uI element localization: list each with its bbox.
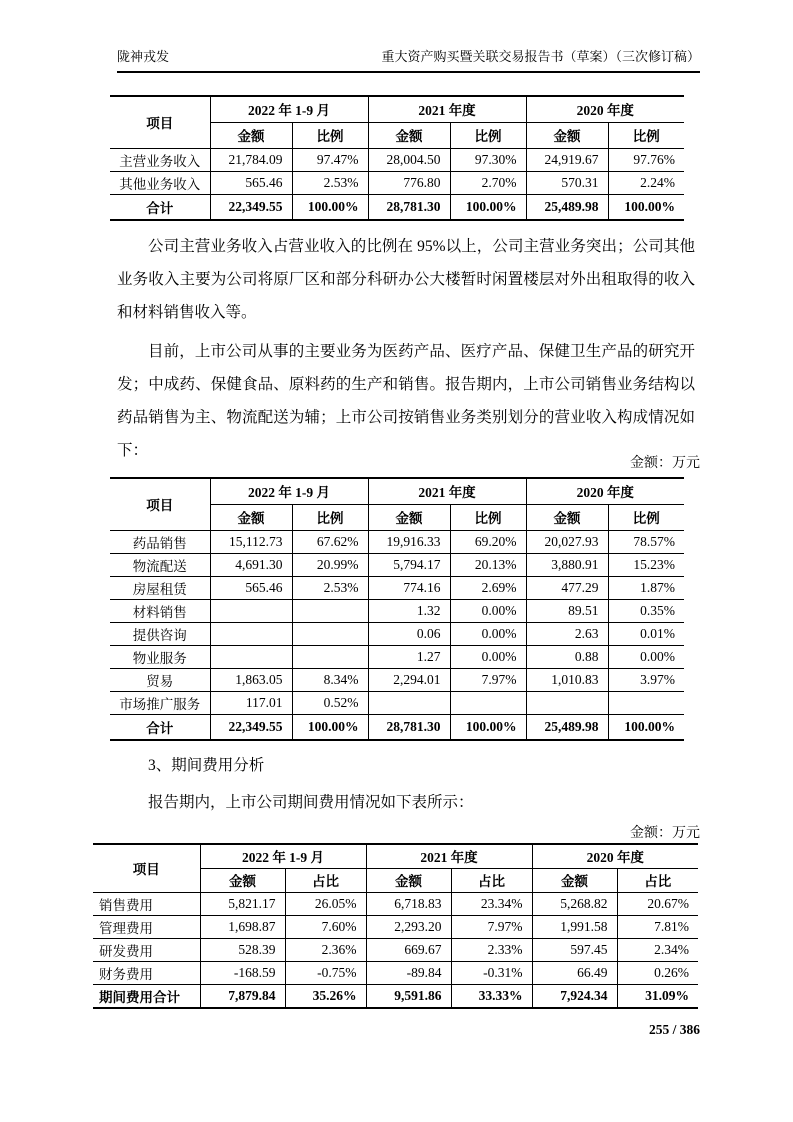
- cell-value: 9,591.86: [366, 984, 451, 1008]
- cell-value: 2.53%: [292, 576, 368, 599]
- cell-value: [210, 599, 292, 622]
- cell-value: 22,349.55: [210, 194, 292, 220]
- row-label: 合计: [110, 194, 210, 220]
- table-row: [110, 691, 684, 714]
- cell-value: 100.00%: [608, 714, 684, 740]
- cell-value: 66.49: [532, 961, 617, 984]
- table-row: [93, 961, 698, 984]
- cell-value: 100.00%: [292, 194, 368, 220]
- column-header-period: 2021 年度: [368, 478, 526, 504]
- paragraph-business-overview: 目前，上市公司从事的主要业务为医药产品、医疗产品、保健卫生产品的研究开发；中成药、保健食品、原料药的生产和销售。报告期内，上市公司销售业务结构以药品销售为主、物流配送为辅；上市公司按销售业务类别划分的营业收入构成情况如下：: [117, 343, 695, 459]
- table-row: [110, 194, 684, 220]
- table-row: [110, 599, 684, 622]
- cell-value: 0.06: [368, 622, 450, 645]
- cell-value: 477.29: [526, 576, 608, 599]
- cell-value: 100.00%: [292, 714, 368, 740]
- table-header-row: [110, 478, 684, 504]
- table-header-row: [93, 844, 698, 868]
- cell-value: 776.80: [368, 171, 450, 194]
- column-subheader: 比例: [608, 122, 684, 148]
- column-subheader: 比例: [292, 122, 368, 148]
- column-subheader: 比例: [608, 504, 684, 530]
- cell-value: 89.51: [526, 599, 608, 622]
- cell-value: 69.20%: [450, 530, 526, 553]
- column-header-period: 2022 年 1-9 月: [210, 96, 368, 122]
- column-subheader: 占比: [451, 868, 532, 892]
- cell-value: 570.31: [526, 171, 608, 194]
- unit-label-table2: 金额：万元: [630, 456, 700, 471]
- cell-value: 20.13%: [450, 553, 526, 576]
- row-label: 销售费用: [93, 892, 200, 915]
- cell-value: [526, 691, 608, 714]
- cell-value: 2,293.20: [366, 915, 451, 938]
- column-subheader: 金额: [200, 868, 285, 892]
- cell-value: 1,991.58: [532, 915, 617, 938]
- cell-value: 1,863.05: [210, 668, 292, 691]
- row-label: 合计: [110, 714, 210, 740]
- column-header-period: 2022 年 1-9 月: [200, 844, 366, 868]
- row-label: 主营业务收入: [110, 148, 210, 171]
- row-label: 材料销售: [110, 599, 210, 622]
- table-row: [93, 984, 698, 1008]
- column-header-item: 项目: [93, 844, 200, 892]
- row-label: 财务费用: [93, 961, 200, 984]
- cell-value: 3.97%: [608, 668, 684, 691]
- table-row: [110, 668, 684, 691]
- page-header: [117, 46, 700, 73]
- unit-label-table3: 金额：万元: [630, 826, 700, 841]
- cell-value: 0.00%: [450, 645, 526, 668]
- cell-value: 1.27: [368, 645, 450, 668]
- cell-value: 35.26%: [285, 984, 366, 1008]
- cell-value: 565.46: [210, 576, 292, 599]
- table-row: [110, 148, 684, 171]
- cell-value: 2.53%: [292, 171, 368, 194]
- cell-value: 774.16: [368, 576, 450, 599]
- cell-value: [210, 645, 292, 668]
- cell-value: 1.32: [368, 599, 450, 622]
- cell-value: 0.88: [526, 645, 608, 668]
- cell-value: 7.60%: [285, 915, 366, 938]
- cell-value: 28,781.30: [368, 714, 450, 740]
- cell-value: -89.84: [366, 961, 451, 984]
- cell-value: 0.00%: [450, 622, 526, 645]
- column-subheader: 金额: [532, 868, 617, 892]
- cell-value: 0.35%: [608, 599, 684, 622]
- row-label: 物流配送: [110, 553, 210, 576]
- cell-value: 97.76%: [608, 148, 684, 171]
- column-header-item: 项目: [110, 96, 210, 148]
- row-label: 物业服务: [110, 645, 210, 668]
- column-header-period: 2020 年度: [532, 844, 698, 868]
- cell-value: 22,349.55: [210, 714, 292, 740]
- header-left-text: 陇神戎发: [117, 49, 170, 64]
- cell-value: 4,691.30: [210, 553, 292, 576]
- table-row: [93, 915, 698, 938]
- cell-value: 26.05%: [285, 892, 366, 915]
- cell-value: 0.26%: [617, 961, 698, 984]
- cell-value: 5,821.17: [200, 892, 285, 915]
- row-label: 期间费用合计: [93, 984, 200, 1008]
- cell-value: 0.52%: [292, 691, 368, 714]
- cell-value: 117.01: [210, 691, 292, 714]
- cell-value: 19,916.33: [368, 530, 450, 553]
- cell-value: 1,698.87: [200, 915, 285, 938]
- cell-value: 20.99%: [292, 553, 368, 576]
- cell-value: 25,489.98: [526, 194, 608, 220]
- column-header-period: 2021 年度: [366, 844, 532, 868]
- cell-value: 8.34%: [292, 668, 368, 691]
- column-header-item: 项目: [110, 478, 210, 530]
- table-row: [110, 171, 684, 194]
- row-label: 药品销售: [110, 530, 210, 553]
- table-row: [110, 530, 684, 553]
- cell-value: 15,112.73: [210, 530, 292, 553]
- cell-value: 20.67%: [617, 892, 698, 915]
- column-header-period: 2020 年度: [526, 96, 684, 122]
- cell-value: [292, 599, 368, 622]
- cell-value: 7.81%: [617, 915, 698, 938]
- cell-value: 5,794.17: [368, 553, 450, 576]
- cell-value: 67.62%: [292, 530, 368, 553]
- column-header-period: 2021 年度: [368, 96, 526, 122]
- column-subheader: 比例: [292, 504, 368, 530]
- cell-value: 7.97%: [451, 915, 532, 938]
- column-subheader: 占比: [617, 868, 698, 892]
- row-label: 房屋租赁: [110, 576, 210, 599]
- cell-value: 20,027.93: [526, 530, 608, 553]
- cell-value: 0.01%: [608, 622, 684, 645]
- cell-value: 7,879.84: [200, 984, 285, 1008]
- table-row: [93, 938, 698, 961]
- column-header-period: 2022 年 1-9 月: [210, 478, 368, 504]
- cell-value: -0.75%: [285, 961, 366, 984]
- paragraph-period-expense-intro: 报告期内，上市公司期间费用情况如下表所示：: [148, 794, 474, 811]
- row-label: 研发费用: [93, 938, 200, 961]
- column-subheader: 占比: [285, 868, 366, 892]
- cell-value: 3,880.91: [526, 553, 608, 576]
- cell-value: 2.63: [526, 622, 608, 645]
- column-subheader: 比例: [450, 504, 526, 530]
- table-row: [110, 645, 684, 668]
- table-row: [110, 553, 684, 576]
- cell-value: 6,718.83: [366, 892, 451, 915]
- cell-value: 2.36%: [285, 938, 366, 961]
- table-row: [110, 714, 684, 740]
- row-label: 市场推广服务: [110, 691, 210, 714]
- cell-value: [292, 622, 368, 645]
- cell-value: 2.33%: [451, 938, 532, 961]
- cell-value: [450, 691, 526, 714]
- table-row: [110, 622, 684, 645]
- section-heading-period-expense: 3、期间费用分析: [148, 757, 265, 774]
- cell-value: -168.59: [200, 961, 285, 984]
- revenue-summary-table: [110, 95, 684, 221]
- cell-value: 7.97%: [450, 668, 526, 691]
- cell-value: 2,294.01: [368, 668, 450, 691]
- table-row: [110, 576, 684, 599]
- cell-value: 28,781.30: [368, 194, 450, 220]
- cell-value: 78.57%: [608, 530, 684, 553]
- cell-value: 0.00%: [608, 645, 684, 668]
- row-label: 提供咨询: [110, 622, 210, 645]
- cell-value: 5,268.82: [532, 892, 617, 915]
- period-expense-table: [93, 843, 698, 1009]
- cell-value: 1.87%: [608, 576, 684, 599]
- cell-value: 97.30%: [450, 148, 526, 171]
- cell-value: [368, 691, 450, 714]
- cell-value: 97.47%: [292, 148, 368, 171]
- revenue-by-business-table: [110, 477, 684, 741]
- cell-value: 100.00%: [608, 194, 684, 220]
- row-label: 贸易: [110, 668, 210, 691]
- cell-value: 100.00%: [450, 194, 526, 220]
- cell-value: 15.23%: [608, 553, 684, 576]
- cell-value: 2.70%: [450, 171, 526, 194]
- column-subheader: 金额: [368, 122, 450, 148]
- column-subheader: 金额: [210, 122, 292, 148]
- cell-value: -0.31%: [451, 961, 532, 984]
- cell-value: [292, 645, 368, 668]
- column-subheader: 金额: [366, 868, 451, 892]
- column-subheader: 金额: [526, 504, 608, 530]
- cell-value: 528.39: [200, 938, 285, 961]
- table-header-row: [110, 96, 684, 122]
- cell-value: 597.45: [532, 938, 617, 961]
- column-subheader: 金额: [526, 122, 608, 148]
- cell-value: 100.00%: [450, 714, 526, 740]
- page-number: 255 / 386: [648, 1022, 700, 1037]
- row-label: 其他业务收入: [110, 171, 210, 194]
- cell-value: 2.24%: [608, 171, 684, 194]
- cell-value: [608, 691, 684, 714]
- table-row: [93, 892, 698, 915]
- header-right-text: 重大资产购买暨关联交易报告书（草案）（三次修订稿）: [381, 49, 700, 64]
- column-subheader: 比例: [450, 122, 526, 148]
- cell-value: 2.34%: [617, 938, 698, 961]
- column-header-period: 2020 年度: [526, 478, 684, 504]
- cell-value: 31.09%: [617, 984, 698, 1008]
- cell-value: 7,924.34: [532, 984, 617, 1008]
- cell-value: 669.67: [366, 938, 451, 961]
- cell-value: 2.69%: [450, 576, 526, 599]
- cell-value: 28,004.50: [368, 148, 450, 171]
- cell-value: 1,010.83: [526, 668, 608, 691]
- row-label: 管理费用: [93, 915, 200, 938]
- cell-value: 23.34%: [451, 892, 532, 915]
- column-subheader: 金额: [368, 504, 450, 530]
- paragraph-revenue-note: 公司主营业务收入占营业收入的比例在 95%以上，公司主营业务突出；公司其他业务收入主要为公司将原厂区和部分科研办公大楼暂时闲置楼层对外出租取得的收入和材料销售收入等。: [117, 238, 695, 321]
- cell-value: 21,784.09: [210, 148, 292, 171]
- cell-value: 0.00%: [450, 599, 526, 622]
- cell-value: 24,919.67: [526, 148, 608, 171]
- column-subheader: 金额: [210, 504, 292, 530]
- cell-value: [210, 622, 292, 645]
- cell-value: 25,489.98: [526, 714, 608, 740]
- cell-value: 565.46: [210, 171, 292, 194]
- cell-value: 33.33%: [451, 984, 532, 1008]
